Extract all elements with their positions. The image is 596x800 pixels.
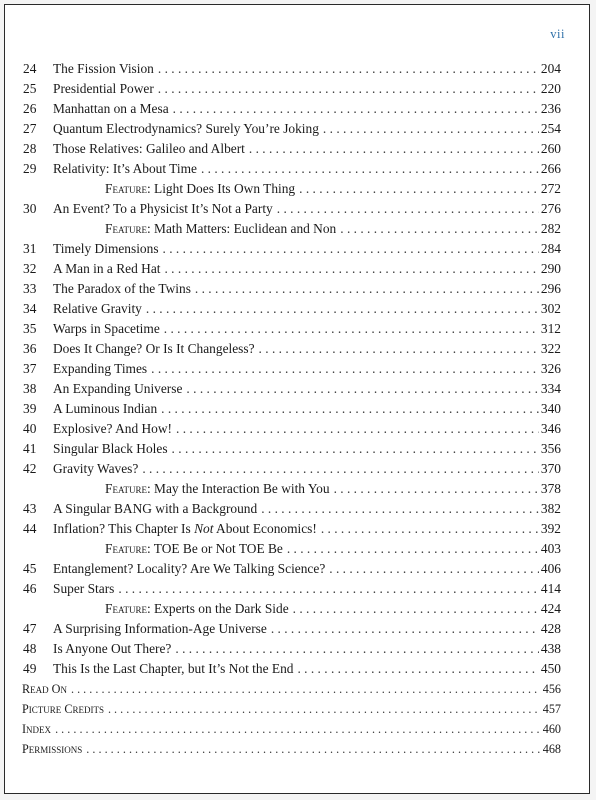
leader-dots — [323, 119, 539, 139]
page-ref: 302 — [540, 301, 561, 316]
entry-title: Explosive? And How! — [53, 421, 173, 436]
entry-title: Relative Gravity — [53, 301, 142, 316]
leader-dots — [164, 319, 539, 339]
title-part: Inflation? This Chapter Is — [53, 521, 195, 536]
feature-label: Feature: — [105, 601, 151, 616]
page-ref: 326 — [540, 361, 561, 376]
leader-dots — [175, 639, 539, 659]
chapter-number: 43 — [23, 501, 37, 516]
toc-chapter-row[interactable] — [5, 519, 591, 539]
leader-dots — [173, 99, 539, 119]
entry-title — [23, 179, 299, 199]
leader-dots — [161, 399, 539, 419]
page-ref: 260 — [540, 141, 561, 156]
feature-label: Feature: — [105, 541, 151, 556]
feature-title: Experts on the Dark Side — [154, 601, 289, 616]
leader-dots — [151, 359, 539, 379]
page-ref: 392 — [540, 521, 561, 536]
entry-title: An Expanding Universe — [53, 381, 183, 396]
entry-title: The Fission Vision — [53, 61, 154, 76]
chapter-number: 41 — [23, 441, 37, 456]
entry-title: Timely Dimensions — [53, 241, 159, 256]
entry-title: Presidential Power — [53, 81, 154, 96]
chapter-number: 45 — [23, 561, 37, 576]
leader-dots — [158, 79, 539, 99]
toc-chapter-row[interactable] — [5, 79, 591, 99]
page-ref: 378 — [540, 481, 561, 496]
entry-title: The Paradox of the Twins — [53, 281, 191, 296]
feature-title: Math Matters: Euclidean and Non — [154, 221, 337, 236]
toc-chapter-row[interactable] — [5, 559, 591, 579]
page-ref: 290 — [540, 261, 561, 276]
entry-title: This Is the Last Chapter, but It’s Not the End — [53, 661, 294, 676]
leader-dots — [186, 379, 538, 399]
toc-chapter-row[interactable] — [5, 659, 591, 679]
entry-title: A Man in a Red Hat — [53, 261, 161, 276]
toc-back-matter-row[interactable] — [5, 679, 591, 699]
page-ref: 284 — [540, 241, 561, 256]
leader-dots — [329, 559, 539, 579]
chapter-number: 48 — [23, 641, 37, 656]
leader-dots — [195, 279, 539, 299]
chapter-number: 47 — [23, 621, 37, 636]
toc-chapter-row[interactable] — [5, 619, 591, 639]
leader-dots — [293, 599, 539, 619]
page-ref: 450 — [540, 661, 561, 676]
toc-chapter-row[interactable] — [5, 239, 591, 259]
leader-dots — [164, 259, 538, 279]
entry-title: Expanding Times — [53, 361, 148, 376]
toc-chapter-row[interactable] — [5, 299, 591, 319]
toc-feature-row[interactable] — [5, 539, 591, 559]
feature-label: Feature: — [105, 221, 151, 236]
toc-chapter-row[interactable] — [5, 259, 591, 279]
feature-title: Light Does Its Own Thing — [154, 181, 296, 196]
feature-label: Feature: — [105, 481, 151, 496]
chapter-number: 29 — [23, 161, 37, 176]
leader-dots — [259, 339, 539, 359]
entry-title: A Singular BANG with a Background — [53, 501, 258, 516]
toc-chapter-row[interactable] — [5, 399, 591, 419]
leader-dots — [201, 159, 539, 179]
chapter-number: 35 — [23, 321, 37, 336]
leader-dots — [118, 579, 539, 599]
toc-back-matter-row[interactable] — [5, 699, 591, 719]
page-ref: 312 — [540, 321, 561, 336]
chapter-number: 46 — [23, 581, 37, 596]
toc-chapter-row[interactable] — [5, 159, 591, 179]
leader-dots — [176, 419, 539, 439]
leader-dots — [334, 479, 539, 499]
page-ref: 276 — [540, 201, 561, 216]
page-ref: 370 — [540, 461, 561, 476]
toc-chapter-row[interactable] — [5, 119, 591, 139]
entry-title: Quantum Electrodynamics? Surely You’re Joking — [53, 121, 319, 136]
title-part: About Economics! — [213, 521, 317, 536]
toc-chapter-row[interactable] — [5, 439, 591, 459]
toc-chapter-row[interactable] — [5, 59, 591, 79]
toc-chapter-row[interactable] — [5, 379, 591, 399]
page-ref: 340 — [540, 401, 561, 416]
page-ref: 382 — [540, 501, 561, 516]
leader-dots — [55, 719, 541, 739]
page-ref: 322 — [540, 341, 561, 356]
entry-title — [53, 519, 321, 539]
toc-chapter-row[interactable] — [5, 139, 591, 159]
entry-title — [23, 599, 293, 619]
leader-dots — [271, 619, 539, 639]
feature-label: Feature: — [105, 181, 151, 196]
page-ref: 266 — [540, 161, 561, 176]
toc-chapter-row[interactable] — [5, 99, 591, 119]
leader-dots — [142, 459, 539, 479]
toc-chapter-row[interactable] — [5, 319, 591, 339]
page-ref: 236 — [540, 101, 561, 116]
leader-dots — [340, 219, 539, 239]
toc-chapter-row[interactable] — [5, 579, 591, 599]
toc-chapter-row[interactable] — [5, 499, 591, 519]
leader-dots — [277, 199, 539, 219]
page-ref: 356 — [540, 441, 561, 456]
leader-dots — [86, 739, 540, 759]
entry-title — [23, 479, 334, 499]
leader-dots — [172, 439, 539, 459]
leader-dots — [287, 539, 539, 559]
toc-back-matter-row[interactable] — [5, 719, 591, 739]
entry-title: Manhattan on a Mesa — [53, 101, 169, 116]
chapter-number: 26 — [23, 101, 37, 116]
leader-dots — [158, 59, 539, 79]
chapter-number: 32 — [23, 261, 37, 276]
page-ref: 272 — [540, 181, 561, 196]
toc-feature-row[interactable] — [5, 599, 591, 619]
entry-title: Entanglement? Locality? Are We Talking Science? — [53, 561, 326, 576]
chapter-number: 31 — [23, 241, 37, 256]
chapter-number: 27 — [23, 121, 37, 136]
chapter-number: 42 — [23, 461, 37, 476]
back-matter-title: Picture Credits — [22, 702, 104, 716]
page-ref: 346 — [540, 421, 561, 436]
chapter-number: 28 — [23, 141, 37, 156]
page-ref: 456 — [542, 682, 561, 696]
back-matter-title: Index — [22, 722, 52, 736]
leader-dots — [299, 179, 539, 199]
chapter-number: 49 — [23, 661, 37, 676]
chapter-number: 25 — [23, 81, 37, 96]
book-page — [4, 4, 590, 794]
toc-chapter-row[interactable] — [5, 459, 591, 479]
chapter-number: 44 — [23, 521, 37, 536]
back-matter-title: Permissions — [22, 742, 83, 756]
page-ref: 428 — [540, 621, 561, 636]
toc-back-matter-row[interactable] — [5, 739, 591, 759]
toc-chapter-row[interactable] — [5, 339, 591, 359]
leader-dots — [249, 139, 539, 159]
leader-dots — [297, 659, 538, 679]
chapter-number: 39 — [23, 401, 37, 416]
page-ref: 204 — [540, 61, 561, 76]
chapter-number: 24 — [23, 61, 37, 76]
page-ref: 403 — [540, 541, 561, 556]
page-ref: 424 — [540, 601, 561, 616]
page-ref: 438 — [540, 641, 561, 656]
toc-feature-row[interactable] — [5, 479, 591, 499]
leader-dots — [321, 519, 539, 539]
feature-title: TOE Be or Not TOE Be — [153, 541, 283, 556]
toc-chapter-row[interactable] — [5, 359, 591, 379]
toc-chapter-row[interactable] — [5, 419, 591, 439]
chapter-number: 30 — [23, 201, 37, 216]
entry-title: Warps in Spacetime — [53, 321, 160, 336]
page-ref: 468 — [542, 742, 561, 756]
entry-title: Gravity Waves? — [53, 461, 139, 476]
page-ref: 414 — [540, 581, 561, 596]
chapter-number: 37 — [23, 361, 37, 376]
page-ref: 296 — [540, 281, 561, 296]
title-emphasis: Not — [194, 521, 214, 536]
leader-dots — [146, 299, 539, 319]
chapter-number: 33 — [23, 281, 37, 296]
entry-title — [23, 219, 340, 239]
entry-title: Singular Black Holes — [53, 441, 168, 456]
entry-title: Does It Change? Or Is It Changeless? — [53, 341, 255, 356]
toc-chapter-row[interactable] — [5, 639, 591, 659]
entry-title — [23, 539, 287, 559]
toc-feature-row[interactable] — [5, 219, 591, 239]
entry-title: An Event? To a Physicist It’s Not a Party — [53, 201, 273, 216]
toc-chapter-row[interactable] — [5, 279, 591, 299]
back-matter-title: Read On — [22, 682, 67, 696]
toc-feature-row[interactable] — [5, 179, 591, 199]
entry-title: Super Stars — [53, 581, 115, 596]
leader-dots — [108, 699, 541, 719]
page-ref: 406 — [540, 561, 561, 576]
page-ref: 460 — [542, 722, 561, 736]
leader-dots — [261, 499, 539, 519]
page-number: vii — [550, 27, 565, 41]
toc-chapter-row[interactable] — [5, 199, 591, 219]
page-ref: 254 — [540, 121, 561, 136]
page-ref: 457 — [542, 702, 561, 716]
entry-title: Is Anyone Out There? — [53, 641, 172, 656]
feature-title: May the Interaction Be with You — [154, 481, 330, 496]
entry-title: Those Relatives: Galileo and Albert — [53, 141, 245, 156]
chapter-number: 40 — [23, 421, 37, 436]
chapter-number: 34 — [23, 301, 37, 316]
entry-title: Relativity: It’s About Time — [53, 161, 197, 176]
entry-title: A Luminous Indian — [53, 401, 158, 416]
page-ref: 282 — [540, 221, 561, 236]
chapter-number: 36 — [23, 341, 37, 356]
leader-dots — [163, 239, 539, 259]
leader-dots — [71, 679, 541, 699]
chapter-number: 38 — [23, 381, 37, 396]
page-ref: 334 — [540, 381, 561, 396]
page-ref: 220 — [540, 81, 561, 96]
entry-title: A Surprising Information-Age Universe — [53, 621, 267, 636]
